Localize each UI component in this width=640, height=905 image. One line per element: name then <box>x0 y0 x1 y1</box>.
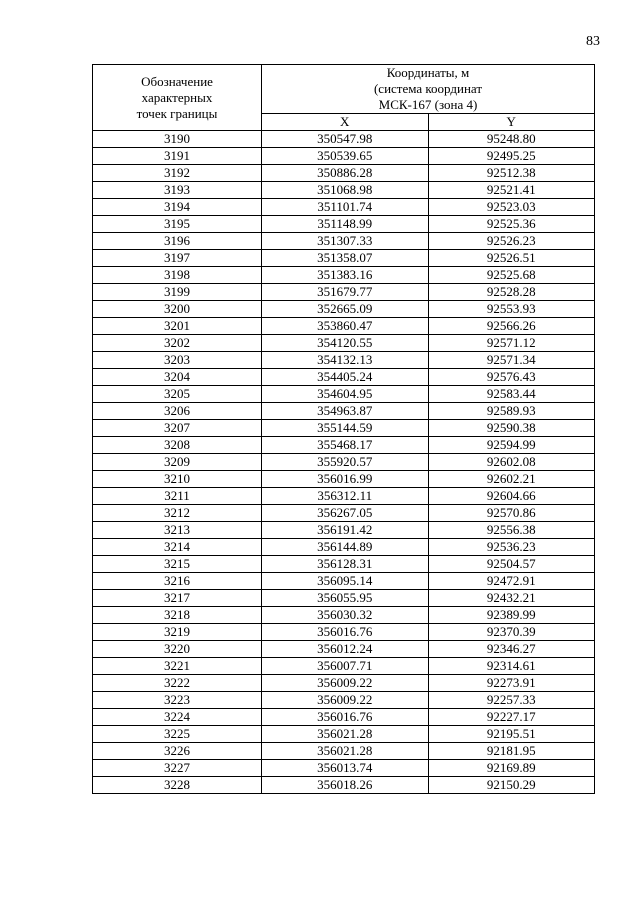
y-coordinate-cell: 95248.80 <box>428 131 595 148</box>
x-coordinate-cell: 356016.99 <box>262 471 429 488</box>
point-id-cell: 3210 <box>93 471 262 488</box>
x-coordinate-cell: 356021.28 <box>262 726 429 743</box>
page-number: 83 <box>586 34 600 49</box>
y-coordinate-cell: 92536.23 <box>428 539 595 556</box>
point-id-cell: 3222 <box>93 675 262 692</box>
table-row <box>93 522 595 539</box>
table-row <box>93 692 595 709</box>
y-column-header: Y <box>428 114 595 131</box>
y-coordinate-cell: 92181.95 <box>428 743 595 760</box>
point-id-cell: 3218 <box>93 607 262 624</box>
point-id-cell: 3205 <box>93 386 262 403</box>
x-coordinate-cell: 356128.31 <box>262 556 429 573</box>
y-coordinate-cell: 92314.61 <box>428 658 595 675</box>
y-coordinate-cell: 92150.29 <box>428 777 595 794</box>
y-coordinate-cell: 92604.66 <box>428 488 595 505</box>
y-coordinate-cell: 92370.39 <box>428 624 595 641</box>
y-coordinate-cell: 92590.38 <box>428 420 595 437</box>
point-id-cell: 3198 <box>93 267 262 284</box>
point-id-cell: 3197 <box>93 250 262 267</box>
table-row <box>93 352 595 369</box>
table-row <box>93 420 595 437</box>
x-coordinate-cell: 354604.95 <box>262 386 429 403</box>
table-row <box>93 437 595 454</box>
x-coordinate-cell: 355468.17 <box>262 437 429 454</box>
point-column-header <box>93 65 262 131</box>
point-id-cell: 3191 <box>93 148 262 165</box>
x-coordinate-cell: 356013.74 <box>262 760 429 777</box>
table-row <box>93 267 595 284</box>
point-id-cell: 3208 <box>93 437 262 454</box>
point-id-cell: 3213 <box>93 522 262 539</box>
point-id-cell: 3211 <box>93 488 262 505</box>
coordinates-table <box>92 64 595 794</box>
x-coordinate-cell: 351307.33 <box>262 233 429 250</box>
table-row <box>93 624 595 641</box>
x-coordinate-cell: 351679.77 <box>262 284 429 301</box>
table-row <box>93 573 595 590</box>
point-id-cell: 3224 <box>93 709 262 726</box>
y-coordinate-cell: 92169.89 <box>428 760 595 777</box>
y-coordinate-cell: 92523.03 <box>428 199 595 216</box>
table-row <box>93 284 595 301</box>
x-coordinate-cell: 350886.28 <box>262 165 429 182</box>
point-id-cell: 3226 <box>93 743 262 760</box>
point-id-cell: 3203 <box>93 352 262 369</box>
y-coordinate-cell: 92528.28 <box>428 284 595 301</box>
y-coordinate-cell: 92521.41 <box>428 182 595 199</box>
x-coordinate-cell: 356095.14 <box>262 573 429 590</box>
y-coordinate-cell: 92389.99 <box>428 607 595 624</box>
point-id-cell: 3199 <box>93 284 262 301</box>
table-row <box>93 199 595 216</box>
y-coordinate-cell: 92525.68 <box>428 267 595 284</box>
table-row <box>93 403 595 420</box>
x-coordinate-cell: 354120.55 <box>262 335 429 352</box>
y-coordinate-cell: 92583.44 <box>428 386 595 403</box>
point-id-cell: 3223 <box>93 692 262 709</box>
x-coordinate-cell: 350539.65 <box>262 148 429 165</box>
coordinates-column-header <box>262 65 595 114</box>
point-id-cell: 3209 <box>93 454 262 471</box>
point-id-cell: 3219 <box>93 624 262 641</box>
x-coordinate-cell: 356021.28 <box>262 743 429 760</box>
table-row <box>93 471 595 488</box>
point-id-cell: 3221 <box>93 658 262 675</box>
coords-header-line: Координаты, м <box>386 65 470 80</box>
y-coordinate-cell: 92566.26 <box>428 318 595 335</box>
x-coordinate-cell: 351101.74 <box>262 199 429 216</box>
table-row <box>93 454 595 471</box>
x-coordinate-cell: 353860.47 <box>262 318 429 335</box>
x-coordinate-cell: 356055.95 <box>262 590 429 607</box>
point-id-cell: 3228 <box>93 777 262 794</box>
y-coordinate-cell: 92594.99 <box>428 437 595 454</box>
point-id-cell: 3196 <box>93 233 262 250</box>
point-id-cell: 3192 <box>93 165 262 182</box>
x-coordinate-cell: 351068.98 <box>262 182 429 199</box>
table-body <box>93 131 595 794</box>
coords-header-line: МСК-167 (зона 4) <box>378 97 478 112</box>
x-coordinate-cell: 351148.99 <box>262 216 429 233</box>
table-row <box>93 505 595 522</box>
y-coordinate-cell: 92227.17 <box>428 709 595 726</box>
y-coordinate-cell: 92346.27 <box>428 641 595 658</box>
table-row <box>93 318 595 335</box>
table-row <box>93 301 595 318</box>
point-id-cell: 3220 <box>93 641 262 658</box>
point-id-cell: 3204 <box>93 369 262 386</box>
x-coordinate-cell: 356009.22 <box>262 675 429 692</box>
y-coordinate-cell: 92576.43 <box>428 369 595 386</box>
y-coordinate-cell: 92570.86 <box>428 505 595 522</box>
table-row <box>93 777 595 794</box>
point-header-line: характерных <box>141 89 213 105</box>
x-coordinate-cell: 356018.26 <box>262 777 429 794</box>
point-id-cell: 3207 <box>93 420 262 437</box>
x-coordinate-cell: 354132.13 <box>262 352 429 369</box>
x-coordinate-cell: 351383.16 <box>262 267 429 284</box>
table-row <box>93 233 595 250</box>
point-id-cell: 3190 <box>93 131 262 148</box>
table-row <box>93 182 595 199</box>
table-row <box>93 556 595 573</box>
x-coordinate-cell: 354963.87 <box>262 403 429 420</box>
table-row <box>93 335 595 352</box>
y-coordinate-cell: 92553.93 <box>428 301 595 318</box>
x-column-header: X <box>262 114 429 131</box>
point-id-cell: 3202 <box>93 335 262 352</box>
coords-header-line: (система координат <box>373 81 483 96</box>
y-coordinate-cell: 92526.23 <box>428 233 595 250</box>
y-coordinate-cell: 92526.51 <box>428 250 595 267</box>
x-coordinate-cell: 356007.71 <box>262 658 429 675</box>
table-row <box>93 369 595 386</box>
x-coordinate-cell: 356016.76 <box>262 624 429 641</box>
y-coordinate-cell: 92512.38 <box>428 165 595 182</box>
table-row <box>93 131 595 148</box>
point-id-cell: 3225 <box>93 726 262 743</box>
point-header-line: точек границы <box>136 105 218 121</box>
y-coordinate-cell: 92195.51 <box>428 726 595 743</box>
y-coordinate-cell: 92495.25 <box>428 148 595 165</box>
y-coordinate-cell: 92432.21 <box>428 590 595 607</box>
table-row <box>93 658 595 675</box>
table-row <box>93 386 595 403</box>
x-coordinate-cell: 354405.24 <box>262 369 429 386</box>
x-coordinate-cell: 352665.09 <box>262 301 429 318</box>
table-row <box>93 760 595 777</box>
y-coordinate-cell: 92602.21 <box>428 471 595 488</box>
point-id-cell: 3217 <box>93 590 262 607</box>
x-coordinate-cell: 356016.76 <box>262 709 429 726</box>
table-row <box>93 607 595 624</box>
point-id-cell: 3193 <box>93 182 262 199</box>
point-id-cell: 3214 <box>93 539 262 556</box>
point-id-cell: 3200 <box>93 301 262 318</box>
table-row <box>93 148 595 165</box>
table-row <box>93 709 595 726</box>
point-id-cell: 3206 <box>93 403 262 420</box>
x-coordinate-cell: 356312.11 <box>262 488 429 505</box>
x-coordinate-cell: 355144.59 <box>262 420 429 437</box>
table-row <box>93 743 595 760</box>
x-coordinate-cell: 356144.89 <box>262 539 429 556</box>
x-coordinate-cell: 356009.22 <box>262 692 429 709</box>
table-row <box>93 641 595 658</box>
point-id-cell: 3195 <box>93 216 262 233</box>
y-coordinate-cell: 92525.36 <box>428 216 595 233</box>
point-id-cell: 3215 <box>93 556 262 573</box>
table-row <box>93 488 595 505</box>
table-row <box>93 165 595 182</box>
y-coordinate-cell: 92571.34 <box>428 352 595 369</box>
point-header-line: Обозначение <box>141 73 213 89</box>
x-coordinate-cell: 355920.57 <box>262 454 429 471</box>
y-coordinate-cell: 92556.38 <box>428 522 595 539</box>
point-id-cell: 3216 <box>93 573 262 590</box>
table-row <box>93 726 595 743</box>
x-coordinate-cell: 356191.42 <box>262 522 429 539</box>
table-row <box>93 216 595 233</box>
point-id-cell: 3227 <box>93 760 262 777</box>
x-coordinate-cell: 356030.32 <box>262 607 429 624</box>
point-id-cell: 3194 <box>93 199 262 216</box>
y-coordinate-cell: 92571.12 <box>428 335 595 352</box>
y-coordinate-cell: 92602.08 <box>428 454 595 471</box>
table-row <box>93 675 595 692</box>
x-coordinate-cell: 351358.07 <box>262 250 429 267</box>
x-coordinate-cell: 356267.05 <box>262 505 429 522</box>
y-coordinate-cell: 92257.33 <box>428 692 595 709</box>
table-row <box>93 250 595 267</box>
y-coordinate-cell: 92472.91 <box>428 573 595 590</box>
table-row <box>93 539 595 556</box>
y-coordinate-cell: 92589.93 <box>428 403 595 420</box>
table-header <box>93 65 595 131</box>
x-coordinate-cell: 350547.98 <box>262 131 429 148</box>
point-id-cell: 3201 <box>93 318 262 335</box>
table-row <box>93 590 595 607</box>
y-coordinate-cell: 92504.57 <box>428 556 595 573</box>
x-coordinate-cell: 356012.24 <box>262 641 429 658</box>
point-id-cell: 3212 <box>93 505 262 522</box>
y-coordinate-cell: 92273.91 <box>428 675 595 692</box>
